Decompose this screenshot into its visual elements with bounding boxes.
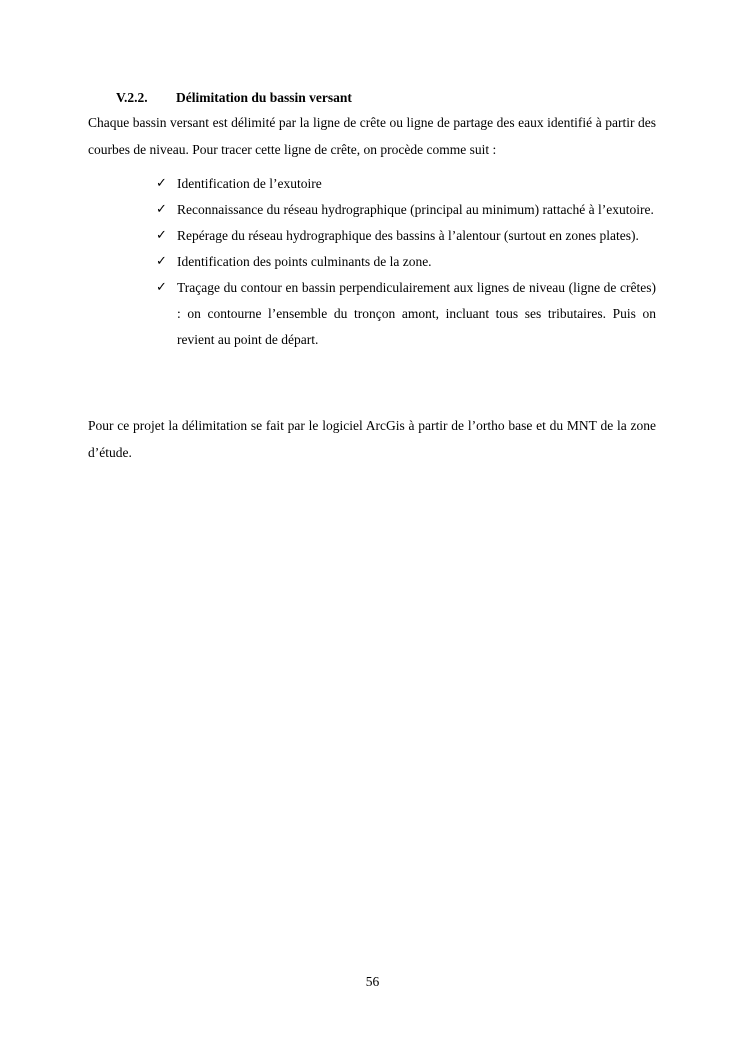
checkmark-icon: ✓ [156,202,167,217]
checklist-item-text: Reconnaissance du réseau hydrographique (principal au minimum) rattaché à l’exutoire. [177,202,654,217]
procedure-checklist [156,171,656,353]
checklist-item [156,223,656,249]
checkmark-icon: ✓ [156,280,167,295]
intro-paragraph: Chaque bassin versant est délimité par la ligne de crête ou ligne de partage des eaux identifié à partir des courbes de niveau. Pour tracer cette ligne de crête, on procède comme suit : [88,115,656,157]
checklist-item-text: Repérage du réseau hydrographique des bassins à l’alentour (surtout en zones plates). [177,228,639,243]
checkmark-icon: ✓ [156,176,167,191]
checklist-item [156,249,656,275]
page-number: 56 [365,974,380,989]
checklist-item-text: Identification des points culminants de la zone. [177,254,432,269]
checklist-item-text: Identification de l’exutoire [177,176,322,191]
section-heading [116,89,352,107]
checkmark-icon: ✓ [156,254,167,269]
closing-paragraph: Pour ce projet la délimitation se fait par le logiciel ArcGis à partir de l’ortho base et du MNT de la zone d’étude. [88,418,656,460]
section-number: V.2.2. [116,90,148,105]
checklist-item-text: Traçage du contour en bassin perpendiculairement aux lignes de niveau (ligne de crêtes) : on contourne l’ensemble du tronçon amont, incluant tous ses tributaires. Puis on revient au point de départ. [177,280,656,347]
checklist-item [156,197,656,223]
section-title: Délimitation du bassin versant [176,90,352,105]
checkmark-icon: ✓ [156,228,167,243]
checklist-item [156,275,656,353]
checklist-item [156,171,656,197]
